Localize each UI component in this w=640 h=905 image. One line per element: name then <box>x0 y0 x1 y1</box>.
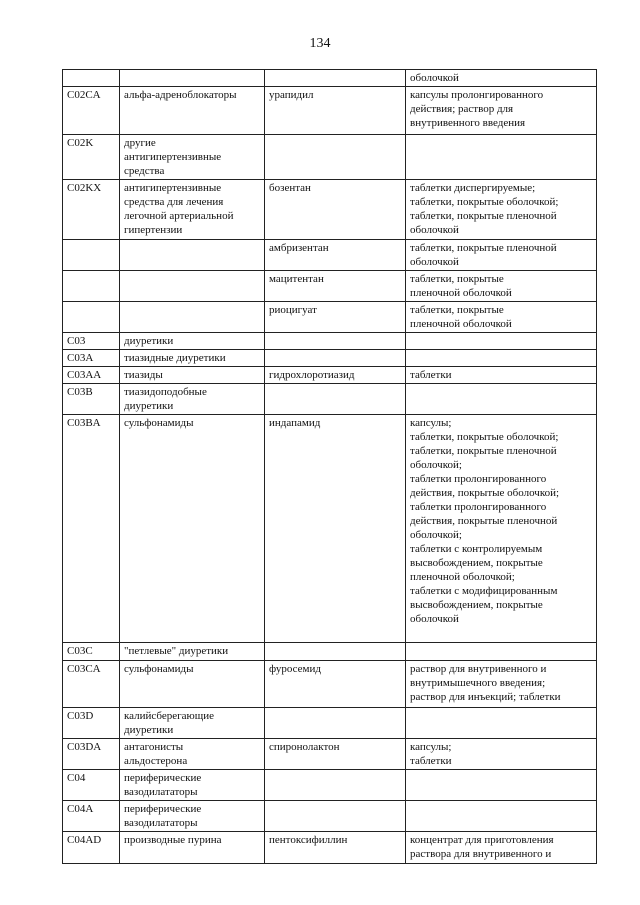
atc-code-cell <box>63 240 120 271</box>
group-cell: производные пурина <box>120 832 265 864</box>
dosage-form-cell <box>406 135 597 180</box>
table-row <box>63 271 597 302</box>
drug-cell <box>265 135 406 180</box>
group-cell: тиазидоподобные диуретики <box>120 384 265 415</box>
drug-cell: гидрохлоротиазид <box>265 367 406 384</box>
atc-code-cell: C03B <box>63 384 120 415</box>
group-cell: калийсберегающие диуретики <box>120 708 265 739</box>
page-number: 134 <box>309 36 331 51</box>
atc-code-cell <box>63 271 120 302</box>
table-row <box>63 384 597 415</box>
table-row <box>63 643 597 661</box>
group-cell: альфа-адреноблокаторы <box>120 87 265 135</box>
group-cell: периферические вазодилататоры <box>120 770 265 801</box>
dosage-form-cell: раствор для внутривенного и внутримышечного введения; раствор для инъекций; таблетки <box>406 661 597 708</box>
atc-code-cell: C04 <box>63 770 120 801</box>
group-cell: сульфонамиды <box>120 415 265 643</box>
group-cell: антагонисты альдостерона <box>120 739 265 770</box>
group-cell: диуретики <box>120 333 265 350</box>
dosage-form-cell: таблетки <box>406 367 597 384</box>
drug-cell: амбризентан <box>265 240 406 271</box>
atc-code-cell: C02K <box>63 135 120 180</box>
group-cell: "петлевые" диуретики <box>120 643 265 661</box>
drug-cell <box>265 708 406 739</box>
atc-code-cell: C04A <box>63 801 120 832</box>
atc-code-cell: C03A <box>63 350 120 367</box>
atc-code-cell: C03C <box>63 643 120 661</box>
dosage-form-cell <box>406 350 597 367</box>
atc-code-cell: C03DA <box>63 739 120 770</box>
atc-code-cell: C03AA <box>63 367 120 384</box>
table-row <box>63 333 597 350</box>
table-row <box>63 135 597 180</box>
drug-cell: урапидил <box>265 87 406 135</box>
group-cell: периферические вазодилататоры <box>120 801 265 832</box>
atc-code-cell: C04AD <box>63 832 120 864</box>
drug-cell <box>265 333 406 350</box>
dosage-form-cell: таблетки, покрытые пленочной оболочкой <box>406 302 597 333</box>
drug-cell <box>265 801 406 832</box>
atc-code-cell <box>63 302 120 333</box>
dosage-form-cell: оболочкой <box>406 70 597 87</box>
drug-cell: пентоксифиллин <box>265 832 406 864</box>
dosage-form-cell: капсулы; таблетки, покрытые оболочкой; таблетки, покрытые пленочной оболочкой; таблетки пролонгированного действия, покрытые оболочкой; таблетки пролонгированного действия, покрытые пленочной оболочкой; таблетки с контролируемым высвобождением, покрытые пленочной оболочкой; таблетки с модифицированным высвобождением, покрытые оболочкой <box>406 415 597 643</box>
dosage-form-cell: концентрат для приготовления раствора для внутривенного и <box>406 832 597 864</box>
drug-cell: спиронолактон <box>265 739 406 770</box>
table-row <box>63 661 597 708</box>
drug-cell <box>265 643 406 661</box>
table-row <box>63 739 597 770</box>
drug-cell: фуросемид <box>265 661 406 708</box>
dosage-form-cell: таблетки, покрытые пленочной оболочкой <box>406 271 597 302</box>
atc-code-cell: C02KX <box>63 180 120 240</box>
dosage-form-cell <box>406 333 597 350</box>
drug-cell: индапамид <box>265 415 406 643</box>
table-row <box>63 415 597 643</box>
table-row <box>63 832 597 864</box>
atc-code-cell: C02CA <box>63 87 120 135</box>
dosage-form-cell: капсулы пролонгированного действия; раствор для внутривенного введения <box>406 87 597 135</box>
dosage-form-cell <box>406 801 597 832</box>
group-cell: другие антигипертензивные средства <box>120 135 265 180</box>
dosage-form-cell <box>406 384 597 415</box>
table-row <box>63 708 597 739</box>
drug-cell: мацитентан <box>265 271 406 302</box>
dosage-form-cell <box>406 708 597 739</box>
dosage-form-cell: капсулы; таблетки <box>406 739 597 770</box>
table-row <box>63 70 597 87</box>
drug-cell <box>265 350 406 367</box>
table-row <box>63 350 597 367</box>
atc-code-cell: C03BA <box>63 415 120 643</box>
group-cell <box>120 240 265 271</box>
table-row <box>63 180 597 240</box>
group-cell: тиазиды <box>120 367 265 384</box>
group-cell: сульфонамиды <box>120 661 265 708</box>
drug-cell <box>265 70 406 87</box>
group-cell <box>120 70 265 87</box>
table-row <box>63 770 597 801</box>
group-cell: антигипертензивные средства для лечения легочной артериальной гипертензии <box>120 180 265 240</box>
atc-code-cell: C03 <box>63 333 120 350</box>
drug-cell: бозентан <box>265 180 406 240</box>
group-cell: тиазидные диуретики <box>120 350 265 367</box>
drug-cell <box>265 384 406 415</box>
atc-code-cell <box>63 70 120 87</box>
atc-code-cell: C03CA <box>63 661 120 708</box>
table-row <box>63 367 597 384</box>
table-row <box>63 240 597 271</box>
dosage-form-cell: таблетки, покрытые пленочной оболочкой <box>406 240 597 271</box>
table-row <box>63 801 597 832</box>
atc-code-cell: C03D <box>63 708 120 739</box>
drug-table <box>62 69 597 864</box>
dosage-form-cell <box>406 770 597 801</box>
dosage-form-cell: таблетки диспергируемые; таблетки, покрытые оболочкой; таблетки, покрытые пленочной оболочкой <box>406 180 597 240</box>
table-row <box>63 302 597 333</box>
drug-cell <box>265 770 406 801</box>
drug-cell: риоцигуат <box>265 302 406 333</box>
group-cell <box>120 271 265 302</box>
dosage-form-cell <box>406 643 597 661</box>
group-cell <box>120 302 265 333</box>
table-row <box>63 87 597 135</box>
